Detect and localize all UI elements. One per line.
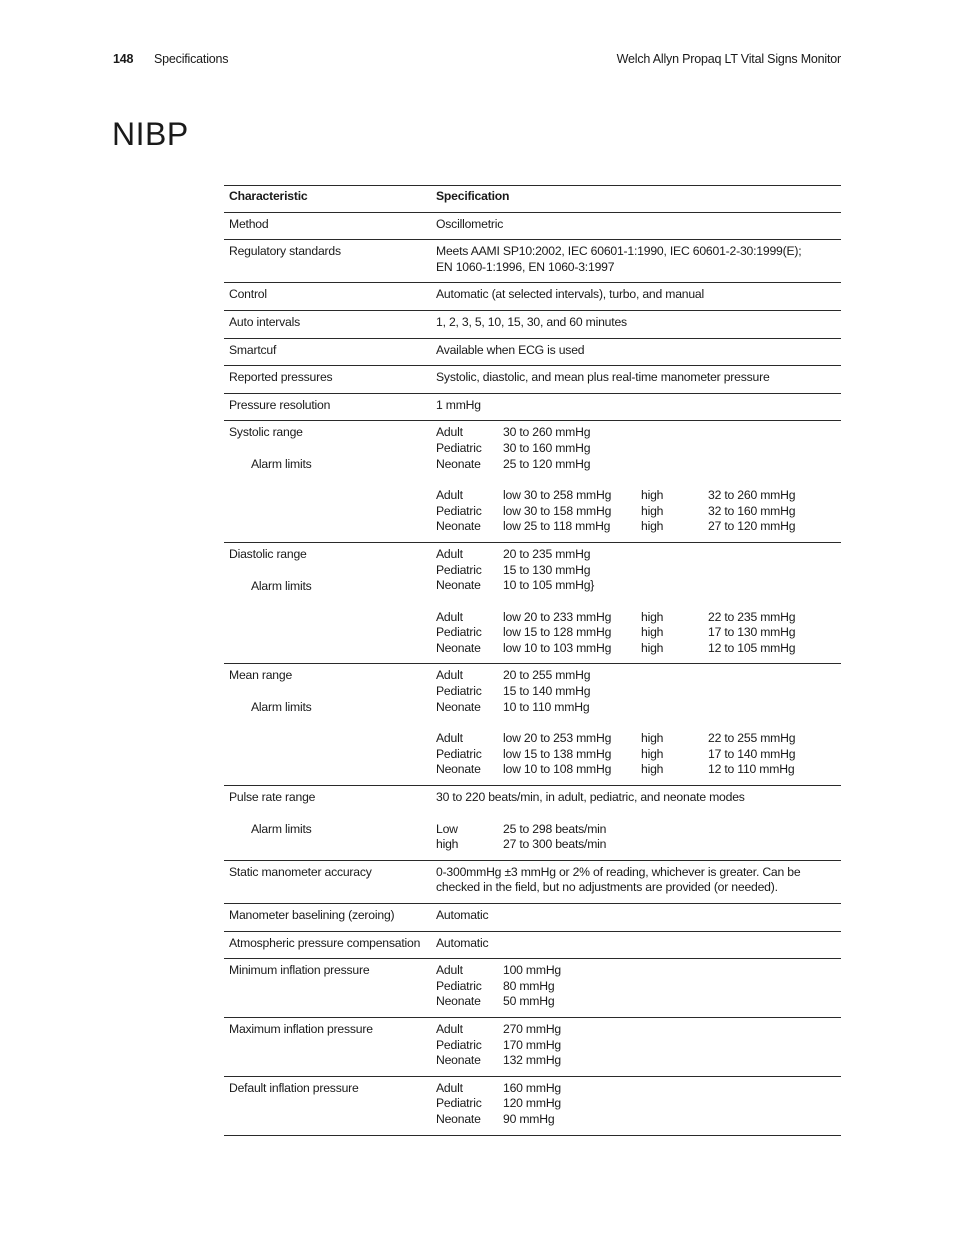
nibp-spec-table (224, 185, 841, 1136)
specification-cell (430, 931, 841, 959)
running-header-document-title: Welch Allyn Propaq LT Vital Signs Monitor (616, 52, 841, 66)
spec-block (436, 610, 835, 657)
spec-text: Systolic, diastolic, and mean plus real-time manometer pressure (436, 370, 770, 385)
spec-line (436, 700, 835, 716)
spec-value: 27 to 300 beats/min (503, 837, 607, 852)
spec-line (436, 547, 835, 563)
spec-line (436, 315, 835, 331)
spec-qualifier: high (641, 640, 664, 655)
specification-cell (430, 860, 841, 903)
running-header-section: Specifications (154, 52, 229, 66)
spec-line (436, 260, 835, 276)
specification-cell (430, 366, 841, 394)
characteristic-label: Default inflation pressure (229, 1080, 359, 1095)
spec-value: 132 mmHg (503, 1053, 562, 1068)
characteristic-cell (224, 542, 430, 664)
specification-cell (430, 240, 841, 283)
characteristic-cell (224, 664, 430, 786)
spec-value: low 10 to 103 mmHg (503, 640, 612, 655)
characteristic-cell (224, 240, 430, 283)
spec-line (436, 908, 835, 924)
spec-group-label: Neonate (436, 578, 481, 593)
spec-group-label: Adult (436, 1021, 463, 1036)
spec-group-label: Pediatric (436, 1096, 482, 1111)
spec-line (436, 994, 835, 1010)
spec-text: Automatic (436, 935, 489, 950)
spec-line (436, 519, 835, 535)
spec-value: 15 to 130 mmHg (503, 562, 591, 577)
characteristic-label: Smartcuf (229, 342, 277, 357)
spec-value: 25 to 298 beats/min (503, 821, 607, 836)
spec-line (436, 610, 835, 626)
spec-text: Meets AAMI SP10:2002, IEC 60601-1:1990, IEC 60601-2-30:1999(E); (436, 244, 802, 259)
characteristic-cell (224, 904, 430, 932)
spec-group-label: Pediatric (436, 625, 482, 640)
spec-block (436, 425, 835, 472)
spec-group-label: Pediatric (436, 562, 482, 577)
spec-block (436, 963, 835, 1010)
spec-group-label: Neonate (436, 640, 481, 655)
spec-value: low 30 to 258 mmHg (503, 488, 612, 503)
spec-value-high: 17 to 140 mmHg (708, 746, 796, 761)
spec-group-label: Pediatric (436, 684, 482, 699)
spec-text: Automatic (at selected intervals), turbo, and manual (436, 287, 705, 302)
characteristic-cell (224, 860, 430, 903)
column-header-specification: Specification (430, 186, 841, 213)
spec-group-label: Neonate (436, 699, 481, 714)
characteristic-cell (224, 786, 430, 861)
spec-block (436, 315, 835, 331)
spec-line (436, 1112, 835, 1128)
characteristic-label: Control (229, 287, 267, 302)
spec-qualifier: high (641, 746, 664, 761)
spec-value: low 20 to 253 mmHg (503, 731, 612, 746)
spec-line (436, 398, 835, 414)
specification-cell (430, 904, 841, 932)
spec-line (436, 837, 835, 853)
spec-qualifier: high (641, 609, 664, 624)
characteristic-label: Systolic range (229, 425, 303, 440)
table-row (224, 338, 841, 366)
table-row (224, 421, 841, 543)
spec-line (436, 343, 835, 359)
spec-line (436, 963, 835, 979)
spec-value-high: 22 to 255 mmHg (708, 731, 796, 746)
spec-value-high: 22 to 235 mmHg (708, 609, 796, 624)
spec-value: 90 mmHg (503, 1111, 555, 1126)
spec-text: Oscillometric (436, 216, 504, 231)
spec-block (436, 547, 835, 594)
page-number: 148 (113, 52, 134, 66)
spec-line (436, 244, 835, 260)
spec-value: 20 to 235 mmHg (503, 546, 591, 561)
spec-text: Available when ECG is used (436, 342, 585, 357)
spec-text: 1 mmHg (436, 397, 481, 412)
characteristic-label: Manometer baselining (zeroing) (229, 908, 395, 922)
spec-group-label: Pediatric (436, 503, 482, 518)
spec-value: 15 to 140 mmHg (503, 684, 591, 699)
spec-value: 270 mmHg (503, 1021, 562, 1036)
spec-block (436, 287, 835, 303)
characteristic-cell (224, 421, 430, 543)
spec-line (436, 457, 835, 473)
characteristic-cell (224, 212, 430, 240)
spec-line (436, 425, 835, 441)
spec-qualifier: high (641, 762, 664, 777)
spec-group-label: Neonate (436, 519, 481, 534)
characteristic-cell (224, 931, 430, 959)
spec-qualifier: high (641, 488, 664, 503)
spec-line (436, 287, 835, 303)
spec-value: 10 to 110 mmHg (503, 699, 590, 714)
spec-value: 30 to 260 mmHg (503, 425, 591, 440)
spec-group-label: Neonate (436, 1111, 481, 1126)
spec-line (436, 1022, 835, 1038)
characteristic-cell (224, 393, 430, 421)
characteristic-label: Atmospheric pressure compensation (229, 935, 421, 950)
spec-group-label: Adult (436, 1080, 463, 1095)
spec-group-label: Pediatric (436, 978, 482, 993)
spec-block (436, 908, 835, 924)
specification-cell (430, 421, 841, 543)
spec-line (436, 370, 835, 386)
table-row (224, 664, 841, 786)
specification-cell (430, 310, 841, 338)
specification-cell (430, 664, 841, 786)
spec-line (436, 979, 835, 995)
characteristic-sublabel: Alarm limits (251, 456, 312, 471)
spec-value: 30 to 160 mmHg (503, 440, 591, 455)
spec-block (436, 865, 835, 896)
table-row (224, 212, 841, 240)
characteristic-cell (224, 338, 430, 366)
table-row (224, 959, 841, 1018)
spec-value-high: 12 to 105 mmHg (708, 640, 796, 655)
spec-line (436, 731, 835, 747)
spec-line (436, 441, 835, 457)
spec-block (436, 668, 835, 715)
spec-line (436, 578, 835, 594)
spec-line (436, 641, 835, 657)
spec-value-high: 17 to 130 mmHg (708, 625, 796, 640)
spec-line (436, 1081, 835, 1097)
spec-qualifier: high (641, 519, 664, 534)
spec-block (436, 217, 835, 233)
spec-line (436, 822, 835, 838)
characteristic-cell (224, 959, 430, 1018)
spec-text: 1, 2, 3, 5, 10, 15, 30, and 60 minutes (436, 314, 627, 329)
spec-line (436, 1038, 835, 1054)
spec-line (436, 1053, 835, 1069)
spec-value: 160 mmHg (503, 1080, 562, 1095)
characteristic-label: Pressure resolution (229, 397, 331, 412)
spec-value-high: 32 to 260 mmHg (708, 488, 796, 503)
spec-group-label: Adult (436, 425, 463, 440)
specification-cell (430, 1076, 841, 1135)
characteristic-label: Diastolic range (229, 546, 307, 561)
spec-value: 50 mmHg (503, 994, 555, 1009)
spec-line (436, 1096, 835, 1112)
characteristic-sublabel: Alarm limits (251, 821, 312, 836)
spec-qualifier: high (641, 625, 664, 640)
spec-line (436, 747, 835, 763)
characteristic-label: Minimum inflation pressure (229, 963, 370, 978)
spec-line (436, 865, 835, 896)
spec-value: 25 to 120 mmHg (503, 456, 591, 471)
spec-group-label: Neonate (436, 456, 481, 471)
spec-line (436, 762, 835, 778)
spec-value: 20 to 255 mmHg (503, 668, 591, 683)
spec-group-label: Neonate (436, 1053, 481, 1068)
characteristic-cell (224, 310, 430, 338)
table-row (224, 542, 841, 664)
characteristic-label: Maximum inflation pressure (229, 1021, 373, 1036)
spec-block (436, 1081, 835, 1128)
characteristic-label: Auto intervals (229, 314, 301, 329)
spec-block (436, 343, 835, 359)
spec-block (436, 731, 835, 778)
spec-block (436, 936, 835, 952)
spec-value: low 15 to 138 mmHg (503, 746, 612, 761)
spec-block (436, 488, 835, 535)
spec-line (436, 625, 835, 641)
spec-value: 100 mmHg (503, 963, 562, 978)
characteristic-cell (224, 283, 430, 311)
characteristic-label: Regulatory standards (229, 244, 341, 259)
spec-value: 170 mmHg (503, 1037, 562, 1052)
spec-value: low 25 to 118 mmHg (503, 519, 611, 534)
spec-group-label: Adult (436, 546, 463, 561)
spec-group-label: high (436, 837, 459, 852)
spec-value: 10 to 105 mmHg} (503, 578, 595, 593)
table-row (224, 283, 841, 311)
spec-line (436, 563, 835, 579)
spec-qualifier: high (641, 731, 664, 746)
table-row (224, 366, 841, 394)
spec-group-label: Adult (436, 963, 463, 978)
spec-text: Automatic (436, 908, 489, 922)
spec-group-label: Low (436, 821, 458, 836)
spec-block (436, 822, 835, 853)
spec-line (436, 684, 835, 700)
specification-cell (430, 283, 841, 311)
characteristic-cell (224, 1076, 430, 1135)
spec-value: low 20 to 233 mmHg (503, 609, 612, 624)
spec-value: 120 mmHg (503, 1096, 562, 1111)
table-row (224, 786, 841, 861)
specification-cell (430, 338, 841, 366)
table-row (224, 310, 841, 338)
spec-group-label: Adult (436, 609, 463, 624)
spec-group-label: Neonate (436, 762, 481, 777)
specification-cell (430, 393, 841, 421)
characteristic-label: Mean range (229, 668, 293, 683)
specification-cell (430, 542, 841, 664)
characteristic-label: Method (229, 216, 269, 231)
spec-group-label: Pediatric (436, 440, 482, 455)
table-row (224, 393, 841, 421)
spec-value: low 10 to 108 mmHg (503, 762, 612, 777)
specification-cell (430, 786, 841, 861)
characteristic-label: Pulse rate range (229, 790, 316, 805)
table-row (224, 931, 841, 959)
spec-group-label: Adult (436, 731, 463, 746)
spec-block (436, 1022, 835, 1069)
table-header-row (224, 186, 841, 213)
table-row (224, 904, 841, 932)
specification-cell (430, 212, 841, 240)
spec-value: 80 mmHg (503, 978, 555, 993)
spec-line (436, 504, 835, 520)
table-row (224, 1017, 841, 1076)
spec-group-label: Pediatric (436, 746, 482, 761)
spec-value: low 15 to 128 mmHg (503, 625, 612, 640)
characteristic-sublabel: Alarm limits (251, 700, 312, 715)
spec-value-high: 12 to 110 mmHg (708, 762, 795, 777)
spec-block (436, 370, 835, 386)
table-body (224, 212, 841, 1135)
spec-line (436, 488, 835, 504)
spec-block (436, 244, 835, 275)
characteristic-cell (224, 1017, 430, 1076)
spec-qualifier: high (641, 503, 664, 518)
spec-line (436, 936, 835, 952)
table-row (224, 240, 841, 283)
spec-group-label: Neonate (436, 994, 481, 1009)
spec-value-high: 27 to 120 mmHg (708, 519, 796, 534)
spec-block (436, 398, 835, 414)
characteristic-sublabel: Alarm limits (251, 578, 312, 593)
specification-cell (430, 1017, 841, 1076)
specification-cell (430, 959, 841, 1018)
spec-text: EN 1060-1:1996, EN 1060-3:1997 (436, 259, 615, 274)
spec-line (436, 668, 835, 684)
spec-block (436, 790, 835, 806)
spec-text: 0-300mmHg ±3 mmHg or 2% of reading, whichever is greater. Can be checked in the field, but no adjustments are provided (or needed). (436, 864, 801, 895)
table-row (224, 860, 841, 903)
characteristic-cell (224, 366, 430, 394)
spec-text: 30 to 220 beats/min, in adult, pediatric, and neonate modes (436, 790, 745, 805)
spec-line (436, 217, 835, 233)
spec-value-high: 32 to 160 mmHg (708, 503, 796, 518)
spec-group-label: Adult (436, 488, 463, 503)
characteristic-label: Static manometer accuracy (229, 864, 372, 879)
section-title: NIBP (112, 116, 189, 152)
spec-line (436, 790, 835, 806)
spec-group-label: Adult (436, 668, 463, 683)
column-header-characteristic: Characteristic (224, 186, 430, 213)
spec-group-label: Pediatric (436, 1037, 482, 1052)
spec-value: low 30 to 158 mmHg (503, 503, 612, 518)
table-row (224, 1076, 841, 1135)
characteristic-label: Reported pressures (229, 370, 333, 385)
